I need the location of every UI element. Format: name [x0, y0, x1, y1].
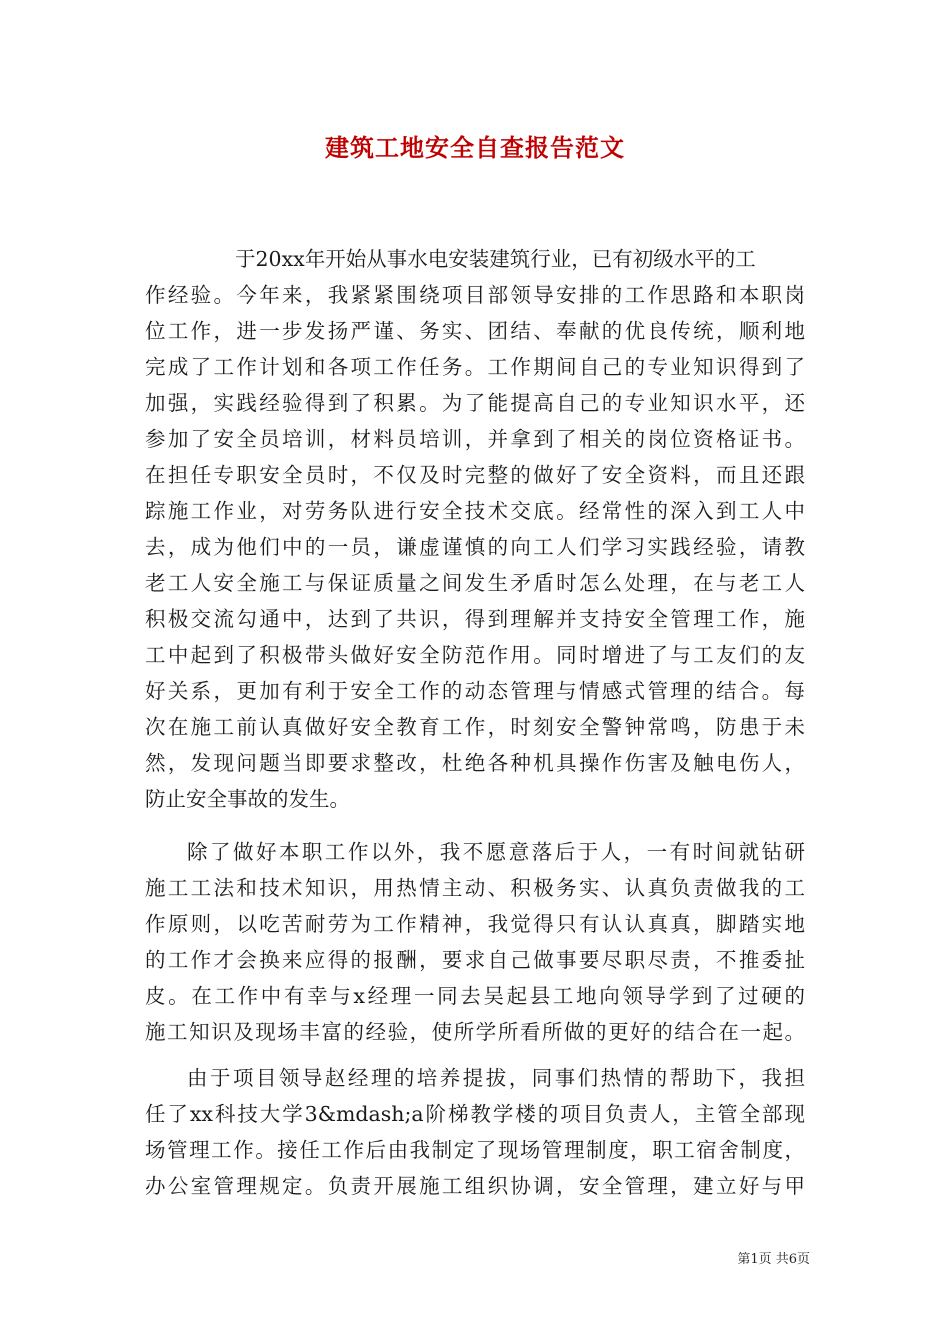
body-line: 由于项目领导赵经理的培养提拔，同事们热情的帮助下，我担 [187, 1066, 805, 1090]
body-line: 加强，实践经验得到了积累。为了能提高自己的专业知识水平，还 [145, 391, 805, 415]
body-line: 积极交流勾通中，达到了共识，得到理解并支持安全管理工作，施 [145, 607, 805, 631]
body-line: 除了做好本职工作以外，我不愿意落后于人，一有时间就钻研 [187, 840, 805, 864]
body-line: 次在施工前认真做好安全教育工作，时刻安全警钟常鸣，防患于未 [145, 715, 805, 739]
body-line: 踪施工作业，对劳务队进行安全技术交底。经常性的深入到工人中 [145, 499, 805, 523]
body-line: 工中起到了积极带头做好安全防范作用。同时增进了与工友们的友 [145, 643, 805, 667]
body-line: 位工作，进一步发扬严谨、务实、团结、奉献的优良传统，顺利地 [145, 319, 805, 343]
body-line: 参加了安全员培训，材料员培训，并拿到了相关的岗位资格证书。 [145, 427, 805, 451]
body-line: 作经验。今年来，我紧紧围绕项目部领导安排的工作思路和本职岗 [145, 283, 805, 307]
body-line: 在担任专职安全员时，不仅及时完整的做好了安全资料，而且还跟 [145, 463, 805, 487]
body-line: 任了xx科技大学3&mdash;a阶梯教学楼的项目负责人，主管全部现 [145, 1102, 805, 1126]
body-line: 施工工法和技术知识，用热情主动、积极务实、认真负责做我的工 [145, 876, 805, 900]
body-line: 好关系，更加有利于安全工作的动态管理与情感式管理的结合。每 [145, 679, 805, 703]
page-number: 第1页 共6页 [737, 1252, 810, 1267]
body-line: 然，发现问题当即要求整改，杜绝各种机具操作伤害及触电伤人， [145, 751, 805, 775]
body-line: 场管理工作。接任工作后由我制定了现场管理制度，职工宿舍制度， [145, 1138, 805, 1162]
body-line: 去，成为他们中的一员，谦虚谨慎的向工人们学习实践经验，请教 [145, 535, 805, 559]
body-line: 施工知识及现场丰富的经验，使所学所看所做的更好的结合在一起。 [145, 1020, 805, 1044]
body-line: 完成了工作计划和各项工作任务。工作期间自己的专业知识得到了 [145, 355, 805, 379]
body-line: 老工人安全施工与保证质量之间发生矛盾时怎么处理，在与老工人 [145, 571, 805, 595]
body-line: 皮。在工作中有幸与x经理一同去吴起县工地向领导学到了过硬的 [145, 984, 805, 1008]
body-line: 的工作才会换来应得的报酬，要求自己做事要尽职尽责，不推委扯 [145, 948, 805, 972]
body-line: 于20xx年开始从事水电安装建筑行业，已有初级水平的工 [235, 247, 756, 271]
document-title: 建筑工地安全自查报告范文 [325, 133, 625, 162]
body-line: 防止安全事故的发生。 [145, 787, 350, 811]
body-line: 办公室管理规定。负责开展施工组织协调，安全管理，建立好与甲 [145, 1174, 805, 1198]
body-line: 作原则，以吃苦耐劳为工作精神，我觉得只有认认真真，脚踏实地 [145, 912, 805, 936]
